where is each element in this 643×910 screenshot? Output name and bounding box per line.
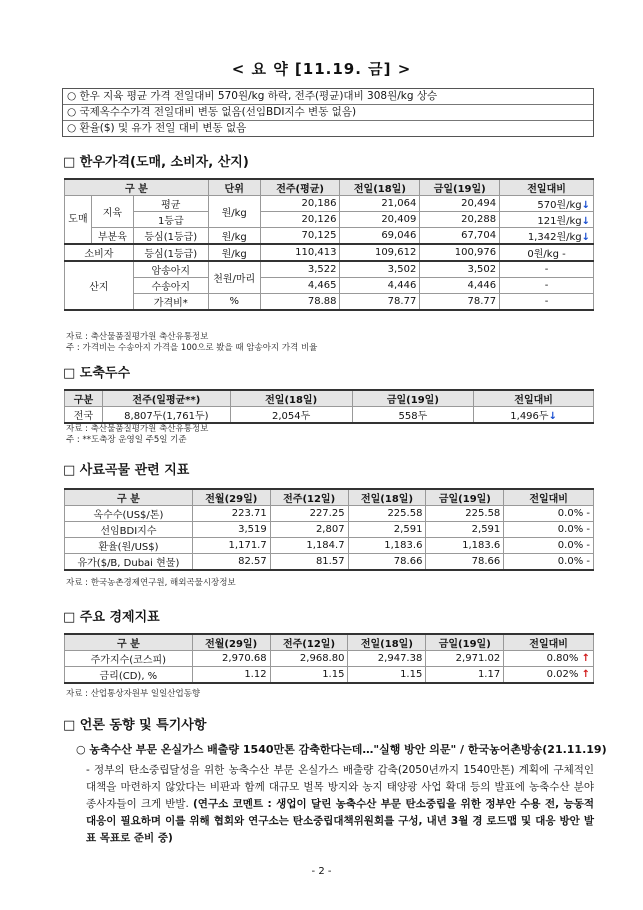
col-header: 전일(18일) (340, 179, 420, 196)
col-header: 금일(19일) (426, 634, 504, 651)
econ-table (64, 633, 594, 684)
section-title-news: □ 언론 동향 및 특기사항 (63, 718, 207, 733)
change-value: 570원/kg (537, 200, 582, 211)
news-body (86, 762, 594, 847)
row-label: 유가($/B, Dubai 현물) (65, 554, 193, 571)
col-header: 전일(18일) (348, 634, 426, 651)
section-title-hanwoo: □ 한우가격(도매, 소비자, 산지) (63, 155, 249, 170)
change-cell (504, 667, 594, 684)
arrow-down-icon: ↓ (581, 200, 590, 211)
footnote: 주 : 가격비는 수송아지 가격을 100으로 봤을 때 암송아지 가격 비율 (66, 343, 318, 353)
row-label: 옥수수(US$/톤) (65, 506, 193, 522)
row-label: 환율(원/US$) (65, 538, 193, 554)
row-label-consumer: 소비자 (65, 244, 134, 261)
source-note: 자료 : 한국농촌경제연구원, 해외곡물시장정보 (66, 578, 236, 588)
arrow-up-icon: ↑ (581, 653, 590, 664)
value-cell: 3,502 (340, 261, 420, 278)
hanwoo-table (64, 178, 594, 311)
value-cell: 225.58 (348, 506, 426, 522)
value-cell: 78.77 (420, 294, 500, 311)
value-cell: 2,970.68 (192, 651, 270, 667)
value-cell: 1,184.7 (270, 538, 348, 554)
value-cell: 20,126 (260, 212, 340, 228)
arrow-down-icon: ↓ (581, 232, 590, 243)
value-cell: 1.17 (426, 667, 504, 684)
value-cell: 78.77 (340, 294, 420, 311)
col-header: 전주(일평균**) (102, 390, 230, 407)
arrow-down-icon: ↓ (548, 411, 557, 422)
value-cell: 2,971.02 (426, 651, 504, 667)
grade-cell: 가격비* (133, 294, 208, 311)
change-value: 0.02% (546, 669, 579, 680)
value-cell: 1.12 (192, 667, 270, 684)
value-cell: 20,186 (260, 196, 340, 212)
source-note: 자료 : 산업통상자원부 일일산업동향 (66, 689, 201, 699)
change-cell: 0.0% - (504, 522, 594, 538)
col-header: 구분 (65, 390, 103, 407)
table-row (65, 522, 594, 538)
source-note: 자료 : 축산물품질평가원 축산유통정보 (66, 424, 209, 434)
summary-item: ○ 국제옥수수가격 전일대비 변동 없음(선임BDI지수 변동 없음) (63, 105, 593, 121)
row-label-carcass: 지육 (91, 196, 133, 228)
page-number: - 2 - (311, 866, 332, 877)
col-header: 전월(29일) (192, 634, 270, 651)
value-cell: 78.66 (348, 554, 426, 571)
change-cell: - (500, 261, 594, 278)
value-cell: 3,519 (192, 522, 270, 538)
footnote: 주 : **도축장 운영일 주5일 기준 (66, 435, 187, 445)
value-cell: 67,704 (420, 228, 500, 245)
row-label-part: 부분육 (91, 228, 133, 245)
unit-cell: 원/kg (208, 244, 260, 261)
table-row (65, 506, 594, 522)
change-value: 121원/kg (537, 216, 582, 227)
section-title-feed: □ 사료곡물 관련 지표 (63, 463, 190, 478)
value-cell: 110,413 (260, 244, 340, 261)
grade-cell: 1등급 (133, 212, 208, 228)
value-cell: 20,494 (420, 196, 500, 212)
change-value: 0.80% (546, 653, 579, 664)
change-value: 1,342원/kg (527, 232, 582, 243)
col-header: 금일(19일) (352, 390, 474, 407)
table-row (65, 554, 594, 571)
value-cell: 558두 (352, 407, 474, 424)
col-header: 구 분 (65, 634, 193, 651)
table-row (65, 667, 594, 684)
unit-cell: 원/kg (208, 228, 260, 245)
summary-item: ○ 환율($) 및 유가 전일 대비 변동 없음 (67, 122, 247, 134)
section-title-econ: □ 주요 경제지표 (63, 610, 160, 625)
value-cell: 81.57 (270, 554, 348, 571)
table-row (65, 538, 594, 554)
change-cell: 0.0% - (504, 538, 594, 554)
news-body-text: - 정부의 탄소중립달성을 위한 농축수산 부문 온실가스 배출량 감축(2050년까지 1540만톤) 계획에 구체적인 대책을 마련하지 않았다는 비판과 함께 대규모 벌목 방지와 농지 태양광 사업 확대 등의 발표에 농축수산 분야 종사자들이 크게 반발. (86, 764, 594, 810)
value-cell: 78.66 (426, 554, 504, 571)
value-cell: 20,409 (340, 212, 420, 228)
value-cell: 2,947.38 (348, 651, 426, 667)
col-header: 전일대비 (504, 634, 594, 651)
col-header: 전일대비 (474, 390, 594, 407)
change-cell (500, 212, 594, 228)
change-cell (474, 407, 594, 424)
value-cell: 223.71 (192, 506, 270, 522)
change-cell (500, 228, 594, 245)
value-cell: 1,183.6 (348, 538, 426, 554)
col-header: 전일대비 (504, 489, 594, 506)
col-header: 전일(18일) (348, 489, 426, 506)
value-cell: 4,465 (260, 278, 340, 294)
value-cell: 78.88 (260, 294, 340, 311)
table-row (65, 651, 594, 667)
value-cell: 20,288 (420, 212, 500, 228)
value-cell: 1.15 (270, 667, 348, 684)
grade-cell: 수송아지 (133, 278, 208, 294)
value-cell: 1,171.7 (192, 538, 270, 554)
col-header: 전주(12일) (270, 489, 348, 506)
value-cell: 109,612 (340, 244, 420, 261)
row-label: 주가지수(코스피) (65, 651, 193, 667)
value-cell: 1,183.6 (426, 538, 504, 554)
arrow-down-icon: ↓ (581, 216, 590, 227)
grade-cell: 등심(1등급) (133, 244, 208, 261)
arrow-up-icon: ↑ (581, 669, 590, 680)
change-cell (500, 196, 594, 212)
row-label: 선임BDI지수 (65, 522, 193, 538)
value-cell: 4,446 (340, 278, 420, 294)
col-header: 전일대비 (500, 179, 594, 196)
col-header: 구 분 (65, 179, 209, 196)
change-cell: - (500, 294, 594, 311)
change-cell (504, 651, 594, 667)
unit-cell: % (208, 294, 260, 311)
change-cell: 0원/kg - (500, 244, 594, 261)
col-header: 전월(29일) (192, 489, 270, 506)
value-cell: 8,807두(1,761두) (102, 407, 230, 424)
feed-table (64, 488, 594, 571)
value-cell: 2,591 (348, 522, 426, 538)
value-cell: 69,046 (340, 228, 420, 245)
value-cell: 225.58 (426, 506, 504, 522)
summary-item: ○ 한우 지육 평균 가격 전일대비 570원/kg 하락, 전주(평균)대비 308원/kg 상승 (63, 89, 593, 105)
slaughter-table (64, 389, 594, 424)
col-header: 구 분 (65, 489, 193, 506)
value-cell: 82.57 (192, 554, 270, 571)
row-label: 전국 (65, 407, 103, 424)
value-cell: 100,976 (420, 244, 500, 261)
change-cell: 0.0% - (504, 506, 594, 522)
value-cell: 2,968.80 (270, 651, 348, 667)
value-cell: 70,125 (260, 228, 340, 245)
summary-box (62, 88, 594, 137)
unit-cell: 원/kg (208, 196, 260, 228)
row-label: 금리(CD), % (65, 667, 193, 684)
page-title: < 요 약 [11.19. 금] > (231, 60, 412, 78)
value-cell: 2,807 (270, 522, 348, 538)
col-header: 금일(19일) (420, 179, 500, 196)
change-cell: 0.0% - (504, 554, 594, 571)
grade-cell: 평균 (133, 196, 208, 212)
grade-cell: 암송아지 (133, 261, 208, 278)
value-cell: 21,064 (340, 196, 420, 212)
value-cell: 4,446 (420, 278, 500, 294)
change-cell: - (500, 278, 594, 294)
news-headline: ○ 농축수산 부문 온실가스 배출량 1540만톤 감축한다는데…"실행 방안 의문" / 한국농어촌방송(21.11.19) (76, 743, 607, 756)
value-cell: 2,591 (426, 522, 504, 538)
change-value: 1,496두 (510, 411, 549, 422)
col-header: 전주(평균) (260, 179, 340, 196)
value-cell: 2,054두 (230, 407, 352, 424)
source-note: 자료 : 축산물품질평가원 축산유통정보 (66, 332, 209, 342)
section-title-slaughter: □ 도축두수 (63, 366, 131, 381)
news-comment: (연구소 코멘트 : 생업이 달린 농축수산 부문 탄소중립을 위한 정부안 수용 전, 능동적 대응이 필요하며 이를 위해 협회와 연구소는 탄소중립대책위원회를 구성, 내년 3월 경 로드맵 및 대응 방안 발표 목표로 준비 중) (86, 798, 594, 844)
row-label-wholesale: 도매 (65, 196, 92, 245)
col-header: 금일(19일) (426, 489, 504, 506)
unit-cell: 천원/마리 (208, 261, 260, 294)
col-header: 단위 (208, 179, 260, 196)
row-label-farm: 산지 (65, 261, 134, 310)
value-cell: 1.15 (348, 667, 426, 684)
value-cell: 227.25 (270, 506, 348, 522)
value-cell: 3,522 (260, 261, 340, 278)
grade-cell: 등심(1등급) (133, 228, 208, 245)
col-header: 전주(12일) (270, 634, 348, 651)
value-cell: 3,502 (420, 261, 500, 278)
col-header: 전일(18일) (230, 390, 352, 407)
